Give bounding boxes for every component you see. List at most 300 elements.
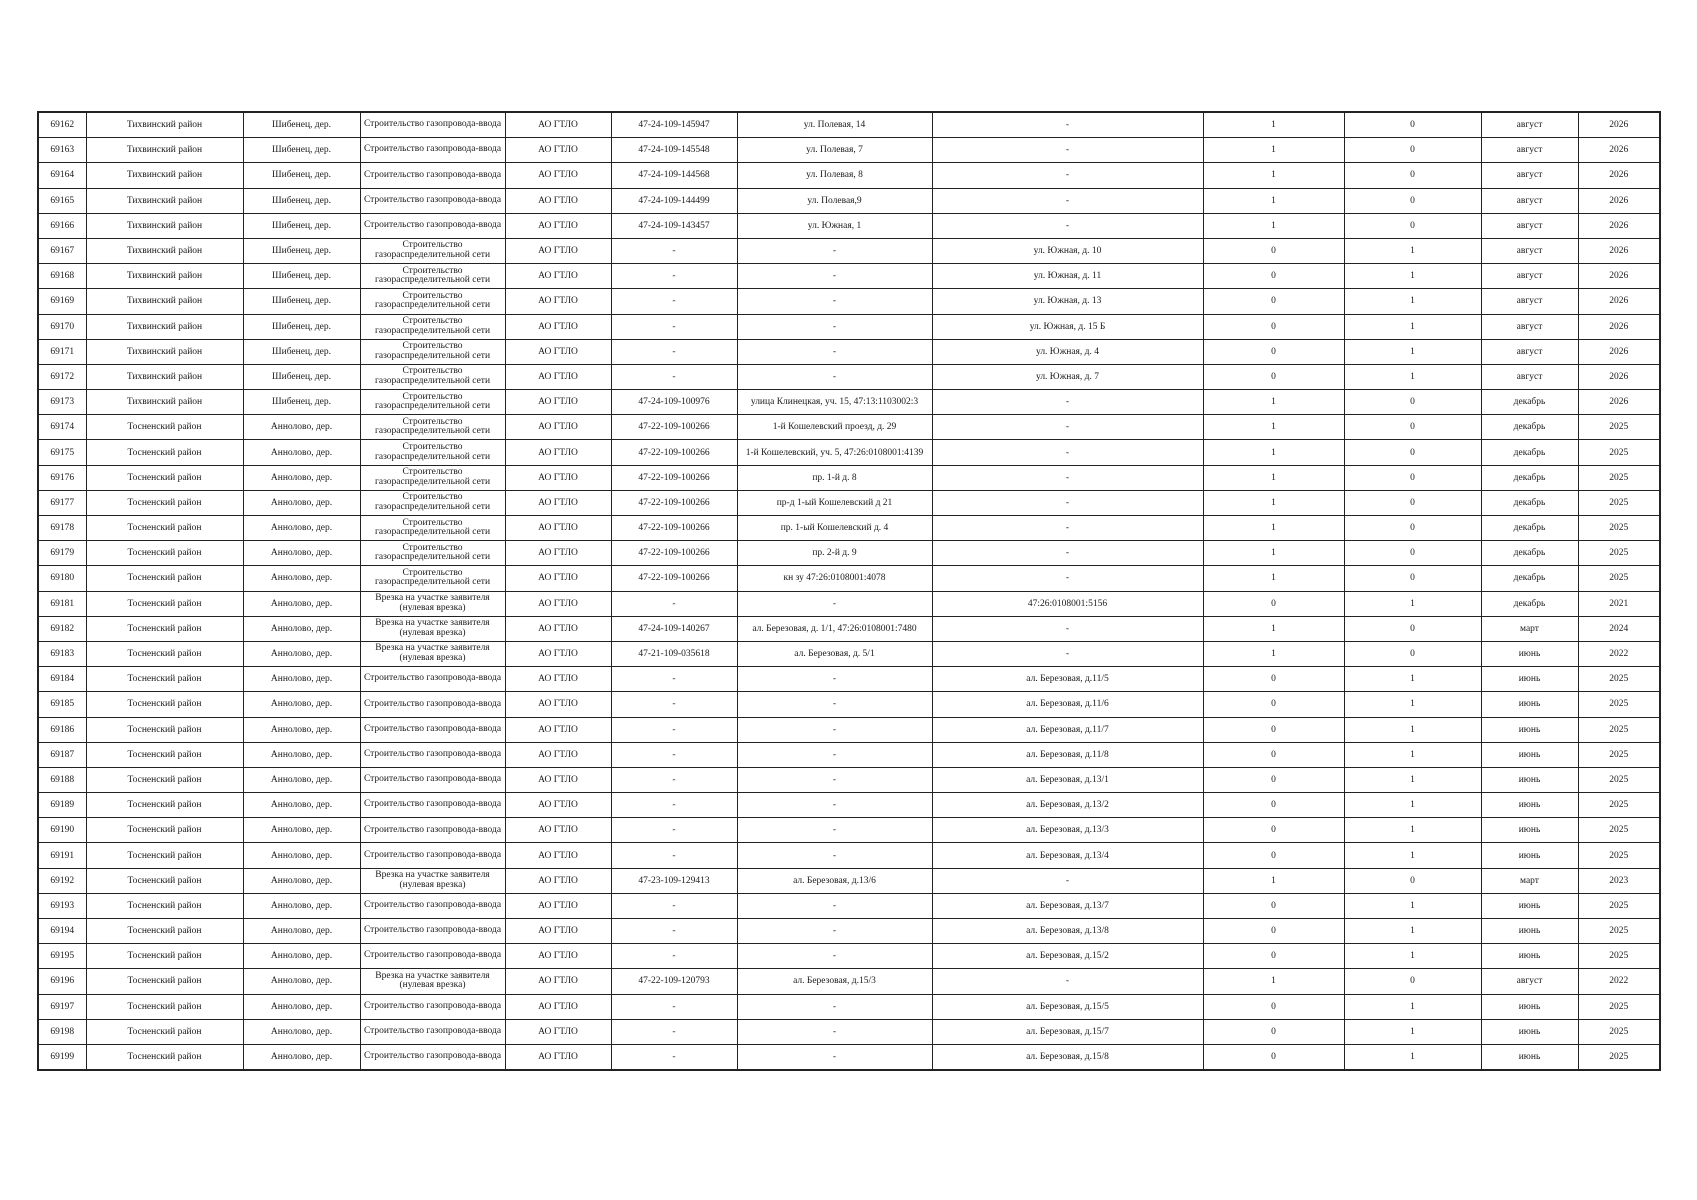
cell-year: 2025: [1578, 843, 1660, 868]
cell-work-type: Строительство газораспределительной сети: [360, 314, 505, 339]
table-row: [38, 818, 1660, 843]
cell-work-type: Строительство газопровода-ввода: [360, 793, 505, 818]
cell-row-number: 69178: [38, 516, 86, 541]
cell-year: 2025: [1578, 465, 1660, 490]
table-row: [38, 944, 1660, 969]
cell-row-number: 69186: [38, 717, 86, 742]
cell-settlement: Аннолово, дер.: [243, 490, 360, 515]
table-row: [38, 440, 1660, 465]
cell-permit-number: -: [611, 364, 737, 389]
cell-year: 2025: [1578, 541, 1660, 566]
cell-flag-a: 0: [1203, 692, 1344, 717]
table-row: [38, 314, 1660, 339]
cell-flag-a: 1: [1203, 516, 1344, 541]
cell-month: август: [1481, 188, 1578, 213]
cell-plot-address: ал. Березовая, д.11/6: [932, 692, 1203, 717]
cell-address: -: [737, 289, 932, 314]
cell-year: 2026: [1578, 138, 1660, 163]
cell-month: декабрь: [1481, 465, 1578, 490]
cell-district: Тихвинский район: [86, 138, 243, 163]
cell-flag-b: 1: [1344, 893, 1481, 918]
cell-address: пр. 1-ый Кошелевский д. 4: [737, 516, 932, 541]
cell-flag-a: 1: [1203, 163, 1344, 188]
cell-work-type: Строительство газопровода-ввода: [360, 994, 505, 1019]
cell-month: июнь: [1481, 944, 1578, 969]
cell-permit-number: -: [611, 944, 737, 969]
cell-plot-address: -: [932, 641, 1203, 666]
cell-row-number: 69165: [38, 188, 86, 213]
cell-row-number: 69173: [38, 390, 86, 415]
cell-work-type: Строительство газопровода-ввода: [360, 742, 505, 767]
cell-flag-b: 1: [1344, 944, 1481, 969]
cell-permit-number: -: [611, 994, 737, 1019]
cell-work-type: Врезка на участке заявителя (нулевая врезка): [360, 591, 505, 616]
table-row: [38, 390, 1660, 415]
cell-organization: АО ГТЛО: [505, 893, 611, 918]
cell-flag-a: 0: [1203, 767, 1344, 792]
cell-flag-b: 0: [1344, 163, 1481, 188]
cell-flag-a: 1: [1203, 112, 1344, 138]
cell-flag-a: 0: [1203, 591, 1344, 616]
cell-plot-address: ул. Южная, д. 13: [932, 289, 1203, 314]
table-row: [38, 138, 1660, 163]
cell-organization: АО ГТЛО: [505, 213, 611, 238]
cell-settlement: Шибенец, дер.: [243, 163, 360, 188]
cell-plot-address: -: [932, 138, 1203, 163]
cell-flag-b: 1: [1344, 339, 1481, 364]
cell-month: март: [1481, 868, 1578, 893]
cell-address: -: [737, 994, 932, 1019]
cell-year: 2025: [1578, 1044, 1660, 1070]
cell-flag-a: 0: [1203, 793, 1344, 818]
cell-address: -: [737, 893, 932, 918]
cell-district: Тосненский район: [86, 1019, 243, 1044]
cell-work-type: Строительство газопровода-ввода: [360, 138, 505, 163]
cell-plot-address: -: [932, 390, 1203, 415]
cell-plot-address: -: [932, 213, 1203, 238]
cell-settlement: Шибенец, дер.: [243, 238, 360, 263]
cell-plot-address: -: [932, 188, 1203, 213]
table-row: [38, 516, 1660, 541]
cell-permit-number: -: [611, 793, 737, 818]
cell-settlement: Шибенец, дер.: [243, 213, 360, 238]
cell-district: Тихвинский район: [86, 314, 243, 339]
cell-year: 2021: [1578, 591, 1660, 616]
cell-permit-number: -: [611, 314, 737, 339]
cell-plot-address: ул. Южная, д. 4: [932, 339, 1203, 364]
cell-organization: АО ГТЛО: [505, 364, 611, 389]
cell-organization: АО ГТЛО: [505, 994, 611, 1019]
cell-work-type: Строительство газопровода-ввода: [360, 919, 505, 944]
cell-plot-address: ал. Березовая, д.13/3: [932, 818, 1203, 843]
table-row: [38, 490, 1660, 515]
cell-flag-a: 1: [1203, 616, 1344, 641]
cell-flag-a: 0: [1203, 364, 1344, 389]
cell-plot-address: ал. Березовая, д.13/2: [932, 793, 1203, 818]
cell-permit-number: -: [611, 591, 737, 616]
cell-district: Тосненский район: [86, 490, 243, 515]
cell-permit-number: -: [611, 717, 737, 742]
cell-year: 2025: [1578, 919, 1660, 944]
cell-settlement: Аннолово, дер.: [243, 667, 360, 692]
table-row: [38, 919, 1660, 944]
cell-address: -: [737, 919, 932, 944]
cell-row-number: 69168: [38, 264, 86, 289]
cell-settlement: Аннолово, дер.: [243, 1044, 360, 1070]
cell-permit-number: 47-22-109-100266: [611, 440, 737, 465]
cell-work-type: Строительство газораспределительной сети: [360, 566, 505, 591]
cell-plot-address: -: [932, 465, 1203, 490]
cell-address: ал. Березовая, д.13/6: [737, 868, 932, 893]
cell-row-number: 69194: [38, 919, 86, 944]
table-row: [38, 264, 1660, 289]
cell-settlement: Аннолово, дер.: [243, 843, 360, 868]
cell-plot-address: -: [932, 440, 1203, 465]
cell-plot-address: ал. Березовая, д.13/1: [932, 767, 1203, 792]
cell-year: 2025: [1578, 767, 1660, 792]
cell-settlement: Аннолово, дер.: [243, 465, 360, 490]
cell-flag-b: 0: [1344, 541, 1481, 566]
cell-month: декабрь: [1481, 415, 1578, 440]
cell-flag-a: 0: [1203, 843, 1344, 868]
table-row: [38, 465, 1660, 490]
cell-flag-a: 1: [1203, 541, 1344, 566]
cell-district: Тосненский район: [86, 818, 243, 843]
cell-organization: АО ГТЛО: [505, 264, 611, 289]
cell-settlement: Аннолово, дер.: [243, 641, 360, 666]
cell-row-number: 69187: [38, 742, 86, 767]
cell-organization: АО ГТЛО: [505, 692, 611, 717]
cell-permit-number: 47-24-109-140267: [611, 616, 737, 641]
cell-work-type: Строительство газораспределительной сети: [360, 440, 505, 465]
cell-permit-number: -: [611, 238, 737, 263]
table-row: [38, 692, 1660, 717]
cell-organization: АО ГТЛО: [505, 314, 611, 339]
cell-settlement: Шибенец, дер.: [243, 112, 360, 138]
cell-address: ул. Полевая, 14: [737, 112, 932, 138]
table-row: [38, 893, 1660, 918]
cell-month: август: [1481, 289, 1578, 314]
cell-flag-a: 1: [1203, 440, 1344, 465]
cell-month: июнь: [1481, 742, 1578, 767]
cell-settlement: Шибенец, дер.: [243, 264, 360, 289]
cell-year: 2022: [1578, 641, 1660, 666]
cell-flag-a: 0: [1203, 944, 1344, 969]
cell-month: июнь: [1481, 692, 1578, 717]
cell-address: -: [737, 264, 932, 289]
cell-organization: АО ГТЛО: [505, 440, 611, 465]
cell-organization: АО ГТЛО: [505, 641, 611, 666]
cell-plot-address: ал. Березовая, д.11/5: [932, 667, 1203, 692]
cell-work-type: Врезка на участке заявителя (нулевая врезка): [360, 641, 505, 666]
cell-flag-a: 0: [1203, 667, 1344, 692]
cell-flag-b: 1: [1344, 289, 1481, 314]
cell-month: июнь: [1481, 717, 1578, 742]
cell-district: Тихвинский район: [86, 238, 243, 263]
cell-month: декабрь: [1481, 490, 1578, 515]
cell-address: -: [737, 667, 932, 692]
cell-organization: АО ГТЛО: [505, 793, 611, 818]
cell-address: -: [737, 843, 932, 868]
cell-address: -: [737, 339, 932, 364]
cell-permit-number: -: [611, 893, 737, 918]
cell-flag-b: 0: [1344, 415, 1481, 440]
cell-settlement: Аннолово, дер.: [243, 969, 360, 994]
cell-address: ал. Березовая, д.15/3: [737, 969, 932, 994]
cell-row-number: 69179: [38, 541, 86, 566]
cell-month: июнь: [1481, 767, 1578, 792]
cell-organization: АО ГТЛО: [505, 818, 611, 843]
cell-district: Тосненский район: [86, 1044, 243, 1070]
cell-permit-number: 47-24-109-145947: [611, 112, 737, 138]
cell-year: 2026: [1578, 238, 1660, 263]
cell-permit-number: 47-22-109-100266: [611, 465, 737, 490]
cell-settlement: Аннолово, дер.: [243, 541, 360, 566]
cell-plot-address: ул. Южная, д. 10: [932, 238, 1203, 263]
cell-year: 2026: [1578, 364, 1660, 389]
cell-district: Тосненский район: [86, 868, 243, 893]
cell-flag-a: 0: [1203, 238, 1344, 263]
cell-row-number: 69167: [38, 238, 86, 263]
cell-address: -: [737, 314, 932, 339]
cell-month: июнь: [1481, 793, 1578, 818]
cell-flag-a: 1: [1203, 213, 1344, 238]
cell-flag-b: 0: [1344, 490, 1481, 515]
cell-organization: АО ГТЛО: [505, 541, 611, 566]
cell-settlement: Аннолово, дер.: [243, 566, 360, 591]
cell-address: ул. Полевая,9: [737, 188, 932, 213]
cell-work-type: Строительство газораспределительной сети: [360, 516, 505, 541]
cell-row-number: 69172: [38, 364, 86, 389]
cell-plot-address: ал. Березовая, д.13/7: [932, 893, 1203, 918]
cell-permit-number: 47-24-109-144568: [611, 163, 737, 188]
cell-organization: АО ГТЛО: [505, 566, 611, 591]
cell-flag-a: 0: [1203, 919, 1344, 944]
cell-flag-b: 1: [1344, 767, 1481, 792]
cell-plot-address: -: [932, 969, 1203, 994]
cell-settlement: Шибенец, дер.: [243, 390, 360, 415]
cell-permit-number: 47-24-109-145548: [611, 138, 737, 163]
cell-organization: АО ГТЛО: [505, 767, 611, 792]
cell-row-number: 69163: [38, 138, 86, 163]
cell-organization: АО ГТЛО: [505, 742, 611, 767]
table-row: [38, 188, 1660, 213]
cell-plot-address: -: [932, 490, 1203, 515]
cell-plot-address: -: [932, 616, 1203, 641]
cell-flag-b: 1: [1344, 717, 1481, 742]
cell-district: Тосненский район: [86, 616, 243, 641]
cell-district: Тосненский район: [86, 893, 243, 918]
cell-year: 2025: [1578, 717, 1660, 742]
cell-settlement: Аннолово, дер.: [243, 516, 360, 541]
cell-permit-number: -: [611, 843, 737, 868]
cell-year: 2025: [1578, 566, 1660, 591]
cell-plot-address: -: [932, 163, 1203, 188]
cell-address: -: [737, 591, 932, 616]
cell-row-number: 69190: [38, 818, 86, 843]
cell-organization: АО ГТЛО: [505, 919, 611, 944]
cell-work-type: Строительство газораспределительной сети: [360, 465, 505, 490]
cell-row-number: 69196: [38, 969, 86, 994]
cell-work-type: Строительство газопровода-ввода: [360, 767, 505, 792]
cell-year: 2024: [1578, 616, 1660, 641]
cell-flag-a: 0: [1203, 314, 1344, 339]
cell-year: 2026: [1578, 112, 1660, 138]
cell-flag-b: 0: [1344, 440, 1481, 465]
cell-flag-a: 0: [1203, 264, 1344, 289]
cell-settlement: Шибенец, дер.: [243, 188, 360, 213]
cell-work-type: Строительство газораспределительной сети: [360, 364, 505, 389]
cell-year: 2026: [1578, 314, 1660, 339]
cell-district: Тихвинский район: [86, 264, 243, 289]
cell-work-type: Строительство газопровода-ввода: [360, 893, 505, 918]
cell-year: 2026: [1578, 163, 1660, 188]
table-row: [38, 541, 1660, 566]
cell-flag-b: 1: [1344, 742, 1481, 767]
cell-settlement: Аннолово, дер.: [243, 767, 360, 792]
table-row: [38, 1044, 1660, 1070]
cell-district: Тихвинский район: [86, 213, 243, 238]
cell-flag-b: 0: [1344, 616, 1481, 641]
cell-flag-b: 1: [1344, 667, 1481, 692]
cell-month: июнь: [1481, 818, 1578, 843]
cell-flag-a: 0: [1203, 1044, 1344, 1070]
cell-year: 2025: [1578, 944, 1660, 969]
cell-flag-b: 0: [1344, 516, 1481, 541]
cell-organization: АО ГТЛО: [505, 667, 611, 692]
cell-flag-b: 0: [1344, 188, 1481, 213]
cell-row-number: 69188: [38, 767, 86, 792]
cell-year: 2025: [1578, 667, 1660, 692]
cell-month: август: [1481, 112, 1578, 138]
cell-month: июнь: [1481, 1044, 1578, 1070]
cell-organization: АО ГТЛО: [505, 969, 611, 994]
cell-work-type: Строительство газопровода-ввода: [360, 944, 505, 969]
cell-month: март: [1481, 616, 1578, 641]
cell-permit-number: 47-22-109-100266: [611, 566, 737, 591]
cell-flag-b: 1: [1344, 364, 1481, 389]
table-row: [38, 566, 1660, 591]
cell-district: Тосненский район: [86, 415, 243, 440]
cell-permit-number: -: [611, 818, 737, 843]
table-body: [38, 112, 1660, 1070]
cell-district: Тосненский район: [86, 516, 243, 541]
cell-plot-address: ул. Южная, д. 15 Б: [932, 314, 1203, 339]
table-row: [38, 591, 1660, 616]
cell-address: -: [737, 1019, 932, 1044]
cell-row-number: 69164: [38, 163, 86, 188]
cell-flag-b: 1: [1344, 591, 1481, 616]
cell-work-type: Строительство газопровода-ввода: [360, 1019, 505, 1044]
cell-flag-b: 1: [1344, 1044, 1481, 1070]
table-row: [38, 213, 1660, 238]
cell-district: Тосненский район: [86, 919, 243, 944]
cell-flag-a: 1: [1203, 566, 1344, 591]
cell-settlement: Аннолово, дер.: [243, 591, 360, 616]
cell-permit-number: -: [611, 1044, 737, 1070]
cell-permit-number: 47-24-109-143457: [611, 213, 737, 238]
cell-plot-address: -: [932, 516, 1203, 541]
cell-permit-number: 47-22-109-100266: [611, 415, 737, 440]
cell-plot-address: -: [932, 112, 1203, 138]
table-row: [38, 717, 1660, 742]
cell-permit-number: -: [611, 289, 737, 314]
cell-flag-b: 1: [1344, 692, 1481, 717]
cell-flag-b: 1: [1344, 818, 1481, 843]
cell-row-number: 69177: [38, 490, 86, 515]
cell-row-number: 69171: [38, 339, 86, 364]
cell-year: 2025: [1578, 692, 1660, 717]
cell-work-type: Строительство газораспределительной сети: [360, 415, 505, 440]
cell-month: август: [1481, 364, 1578, 389]
cell-plot-address: ал. Березовая, д.13/8: [932, 919, 1203, 944]
cell-flag-b: 1: [1344, 919, 1481, 944]
cell-month: август: [1481, 163, 1578, 188]
cell-district: Тосненский район: [86, 566, 243, 591]
cell-settlement: Аннолово, дер.: [243, 944, 360, 969]
cell-plot-address: -: [932, 868, 1203, 893]
cell-month: август: [1481, 969, 1578, 994]
cell-flag-a: 1: [1203, 390, 1344, 415]
cell-address: ул. Южная, 1: [737, 213, 932, 238]
cell-address: -: [737, 818, 932, 843]
cell-organization: АО ГТЛО: [505, 238, 611, 263]
cell-settlement: Аннолово, дер.: [243, 742, 360, 767]
cell-month: июнь: [1481, 1019, 1578, 1044]
cell-permit-number: -: [611, 264, 737, 289]
cell-work-type: Строительство газораспределительной сети: [360, 264, 505, 289]
cell-work-type: Строительство газораспределительной сети: [360, 238, 505, 263]
cell-flag-b: 0: [1344, 969, 1481, 994]
cell-district: Тосненский район: [86, 641, 243, 666]
cell-flag-b: 1: [1344, 314, 1481, 339]
cell-settlement: Шибенец, дер.: [243, 138, 360, 163]
cell-flag-a: 1: [1203, 641, 1344, 666]
cell-month: июнь: [1481, 893, 1578, 918]
cell-permit-number: 47-22-109-100266: [611, 516, 737, 541]
cell-district: Тосненский район: [86, 465, 243, 490]
cell-permit-number: -: [611, 919, 737, 944]
cell-address: улица Клинецкая, уч. 15, 47:13:1103002:3: [737, 390, 932, 415]
table-row: [38, 289, 1660, 314]
cell-organization: АО ГТЛО: [505, 289, 611, 314]
cell-organization: АО ГТЛО: [505, 616, 611, 641]
cell-row-number: 69193: [38, 893, 86, 918]
table-row: [38, 364, 1660, 389]
cell-work-type: Врезка на участке заявителя (нулевая врезка): [360, 616, 505, 641]
cell-settlement: Аннолово, дер.: [243, 717, 360, 742]
cell-settlement: Шибенец, дер.: [243, 339, 360, 364]
cell-plot-address: ал. Березовая, д.15/2: [932, 944, 1203, 969]
cell-flag-a: 0: [1203, 994, 1344, 1019]
table-row: [38, 339, 1660, 364]
cell-work-type: Строительство газораспределительной сети: [360, 541, 505, 566]
cell-district: Тосненский район: [86, 541, 243, 566]
cell-address: -: [737, 767, 932, 792]
cell-year: 2025: [1578, 893, 1660, 918]
cell-flag-a: 1: [1203, 969, 1344, 994]
cell-permit-number: 47-24-109-100976: [611, 390, 737, 415]
cell-work-type: Строительство газопровода-ввода: [360, 843, 505, 868]
cell-district: Тосненский район: [86, 667, 243, 692]
cell-plot-address: ал. Березовая, д.11/7: [932, 717, 1203, 742]
cell-row-number: 69184: [38, 667, 86, 692]
cell-settlement: Шибенец, дер.: [243, 314, 360, 339]
cell-work-type: Строительство газораспределительной сети: [360, 390, 505, 415]
cell-district: Тосненский район: [86, 944, 243, 969]
cell-month: июнь: [1481, 667, 1578, 692]
cell-flag-b: 0: [1344, 868, 1481, 893]
